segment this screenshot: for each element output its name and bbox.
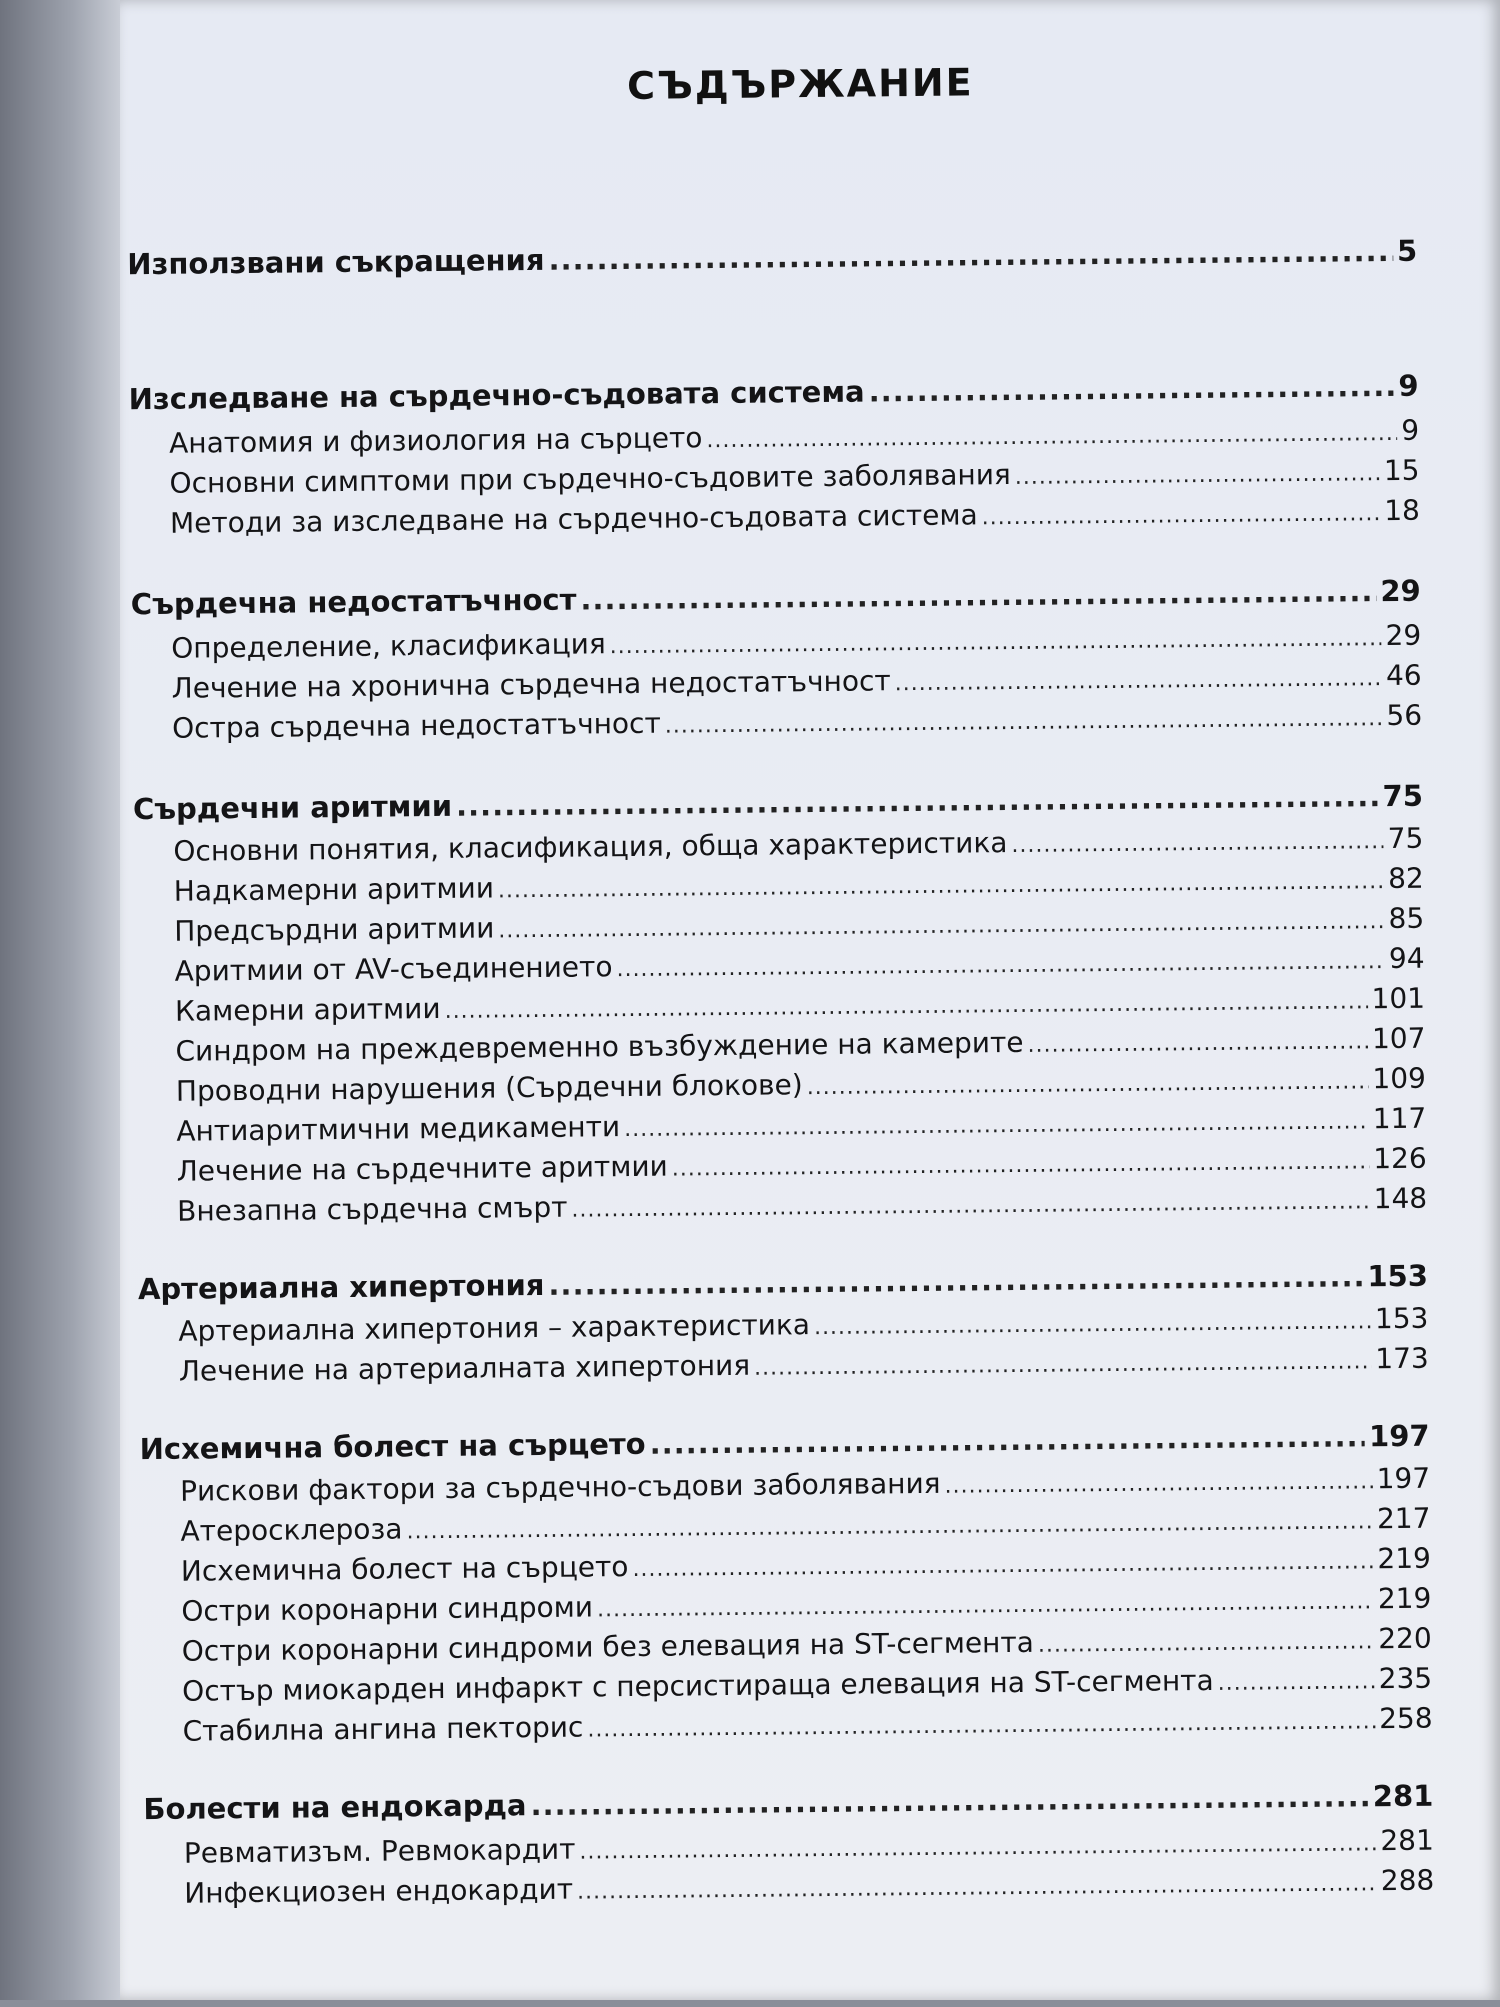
- dot-leader: [624, 1109, 1369, 1142]
- toc-entry-title: Стабилна ангина пекторис: [182, 1710, 584, 1748]
- toc-subsection-entry: [176, 1062, 1426, 1108]
- toc-entry-title: Използвани съкращения: [127, 242, 545, 282]
- page-content: [110, 0, 1500, 2007]
- toc-page-number: 29: [1380, 573, 1421, 609]
- toc-page-number: 148: [1373, 1181, 1428, 1216]
- toc-page-number: 197: [1368, 1418, 1430, 1454]
- dot-leader: [530, 1779, 1369, 1822]
- toc-subsection-entry: [174, 942, 1424, 988]
- dot-leader: [616, 949, 1385, 982]
- toc-page-number: 219: [1377, 1581, 1432, 1616]
- toc-entry-title: Лечение на артериалната хипертония: [178, 1348, 751, 1388]
- dot-leader: [632, 1549, 1373, 1582]
- toc-entry-title: Надкамерни аритмии: [173, 871, 495, 908]
- toc-entry-title: Методи за изследване на сърдечно-съдовата система: [169, 498, 978, 540]
- toc-page-number: 5: [1396, 233, 1418, 268]
- toc-page-number: 29: [1385, 618, 1422, 653]
- toc-entry-title: Определение, класификация: [171, 627, 606, 665]
- toc-entry-title: Остър миокарден инфаркт с персистираща елевация на ST-сегмента: [182, 1663, 1214, 1708]
- toc-page-number: 18: [1384, 493, 1421, 528]
- dot-leader: [868, 369, 1394, 409]
- dot-leader: [814, 1309, 1371, 1340]
- dot-leader: [444, 989, 1367, 1024]
- toc-entry-title: Анатомия и физиология на сърцето: [168, 421, 703, 460]
- background-left-edge: [0, 0, 120, 2000]
- toc-entry-title: Аритмии от AV-съединението: [174, 950, 613, 988]
- dot-leader: [577, 1871, 1377, 1904]
- dot-leader: [944, 1469, 1372, 1498]
- toc-entry-title: Остри коронарни синдроми без елевация на ST-сегмента: [181, 1625, 1035, 1668]
- toc-page-number: 85: [1388, 901, 1425, 936]
- toc-subsection-entry: [181, 1542, 1431, 1588]
- toc-subsection-entry: [171, 619, 1421, 665]
- toc-entry-title: Основни симптоми при сърдечно-съдовите заболявания: [169, 457, 1011, 500]
- toc-section-entry: [127, 234, 1417, 282]
- toc-page-number: 75: [1387, 821, 1424, 856]
- dot-leader: [706, 421, 1397, 453]
- toc-entry-title: Атеросклероза: [180, 1512, 403, 1548]
- dot-leader: [1218, 1669, 1375, 1696]
- dot-leader: [498, 869, 1384, 903]
- toc-subsection-entry: [170, 494, 1420, 540]
- toc-entry-title: Ревматизъм. Ревмокардит: [183, 1832, 576, 1870]
- toc-section-entry: [131, 574, 1421, 622]
- toc-subsection-entry: [177, 1182, 1427, 1228]
- toc-entry-title: Лечение на сърдечните аритмии: [176, 1149, 668, 1188]
- toc-page-number: 117: [1372, 1101, 1427, 1136]
- toc-page-number: 220: [1378, 1621, 1432, 1656]
- dot-leader: [548, 234, 1393, 277]
- dot-leader: [610, 626, 1382, 659]
- toc-entry-title: Антиаритмични медикаменти: [176, 1110, 621, 1148]
- toc-entry-title: Артериална хипертония: [137, 1267, 545, 1307]
- toc-subsection-entry: [174, 902, 1424, 948]
- toc-entry-title: Инфекциозен ендокардит: [184, 1872, 574, 1910]
- toc-section-entry: [138, 1259, 1428, 1307]
- dot-leader: [579, 1831, 1376, 1864]
- toc-page-number: 9: [1398, 368, 1419, 403]
- dot-leader: [587, 1709, 1375, 1742]
- toc-page-number: 107: [1371, 1021, 1426, 1056]
- toc-subsection-entry: [177, 1142, 1427, 1188]
- dot-leader: [571, 1189, 1369, 1222]
- dot-leader: [754, 1349, 1372, 1380]
- toc-section-entry: [139, 1419, 1429, 1467]
- toc-subsection-entry: [182, 1622, 1432, 1668]
- toc-subsection-entry: [175, 1022, 1425, 1068]
- toc-subsection-entry: [180, 1502, 1430, 1548]
- toc-page-number: 15: [1383, 453, 1420, 488]
- toc-subsection-entry: [180, 1462, 1430, 1508]
- toc-page-number: 281: [1372, 1778, 1434, 1814]
- toc-page-number: 235: [1378, 1661, 1433, 1696]
- dot-leader: [982, 501, 1381, 530]
- toc-entry-title: Сърдечна недостатъчност: [130, 582, 577, 622]
- toc-section-entry: [128, 369, 1418, 417]
- dot-leader: [1027, 1029, 1368, 1058]
- toc-page-number: 109: [1372, 1061, 1427, 1096]
- dot-leader: [580, 574, 1376, 616]
- toc-subsection-entry: [179, 1342, 1429, 1388]
- toc-entry-title: Болести на ендокарда: [143, 1788, 527, 1827]
- toc-subsection-entry: [184, 1824, 1434, 1870]
- dot-leader: [548, 1259, 1363, 1302]
- toc-page-number: 281: [1380, 1823, 1435, 1858]
- toc-page-number: 258: [1378, 1701, 1433, 1736]
- toc-page-number: 197: [1376, 1461, 1431, 1496]
- toc-page-number: 101: [1371, 981, 1426, 1016]
- toc-page-number: 46: [1385, 658, 1422, 693]
- toc-page-number: 126: [1373, 1141, 1427, 1176]
- toc-subsection-entry: [172, 659, 1422, 705]
- toc-entry-title: Лечение на хронична сърдечна недостатъчност: [171, 664, 891, 705]
- toc-page-number: 173: [1375, 1341, 1429, 1376]
- toc-subsection-entry: [169, 414, 1419, 460]
- toc-page-number: 9: [1401, 413, 1420, 447]
- toc-subsection-entry: [172, 699, 1422, 745]
- dot-leader: [1038, 1629, 1375, 1658]
- dot-leader: [498, 909, 1384, 943]
- dot-leader: [597, 1589, 1374, 1622]
- dot-leader: [456, 779, 1379, 823]
- toc-page-number: 75: [1382, 778, 1424, 814]
- dot-leader: [1015, 461, 1380, 490]
- toc-subsection-entry: [175, 982, 1425, 1028]
- toc-section-entry: [143, 1779, 1433, 1827]
- toc-subsection-entry: [181, 1582, 1431, 1628]
- toc-entry-title: Исхемична болест на сърцето: [139, 1426, 646, 1467]
- page-title: СЪДЪРЖАНИЕ: [626, 60, 974, 108]
- toc-subsection-entry: [174, 862, 1424, 908]
- toc-entry-title: Основни понятия, класификация, обща характеристика: [173, 826, 1008, 868]
- toc-entry-title: Камерни аритмии: [174, 991, 441, 1028]
- dot-leader: [406, 1509, 1373, 1544]
- toc-entry-title: Изследване на сърдечно-съдовата система: [128, 374, 865, 417]
- toc-subsection-entry: [182, 1702, 1432, 1748]
- toc-page-number: 219: [1377, 1541, 1432, 1576]
- toc-entry-title: Сърдечни аритмии: [132, 788, 453, 827]
- toc-entry-title: Внезапна сърдечна смърт: [177, 1190, 568, 1228]
- toc-entry-title: Предсърдни аритмии: [174, 911, 495, 948]
- toc-entry-title: Артериална хипертония – характеристика: [178, 1308, 811, 1348]
- dot-leader: [895, 666, 1383, 696]
- toc-page-number: 288: [1380, 1863, 1435, 1898]
- toc-entry-title: Остра сърдечна недостатъчност: [171, 706, 661, 745]
- toc-subsection-entry: [178, 1302, 1428, 1348]
- toc-page-number: 153: [1374, 1301, 1429, 1336]
- toc-page-number: 82: [1387, 861, 1424, 896]
- toc-subsection-entry: [176, 1102, 1426, 1148]
- toc-entry-title: Исхемична болест на сърцето: [180, 1550, 629, 1588]
- toc-entry-title: Рискови фактори за сърдечно-съдови заболявания: [179, 1466, 941, 1508]
- toc-subsection-entry: [182, 1662, 1432, 1708]
- toc-subsection-entry: [184, 1864, 1434, 1910]
- toc-entry-title: Проводни нарушения (Сърдечни блокове): [175, 1068, 803, 1108]
- toc-page-number: 94: [1388, 941, 1425, 976]
- toc-subsection-entry: [169, 454, 1419, 500]
- toc-page-number: 56: [1386, 698, 1423, 733]
- toc-entry-title: Синдром на преждевременно възбуждение на камерите: [175, 1025, 1024, 1068]
- dot-leader: [807, 1069, 1369, 1100]
- toc-subsection-entry: [173, 822, 1423, 868]
- toc-page-number: 217: [1376, 1501, 1431, 1536]
- toc-entry-title: Остри коронарни синдроми: [181, 1590, 594, 1628]
- dot-leader: [672, 1149, 1370, 1181]
- dot-leader: [1011, 829, 1384, 858]
- book-page: [120, 0, 1500, 2000]
- toc-section-entry: [133, 779, 1423, 827]
- toc-page-number: 153: [1367, 1258, 1429, 1294]
- dot-leader: [665, 706, 1383, 739]
- dot-leader: [649, 1419, 1365, 1460]
